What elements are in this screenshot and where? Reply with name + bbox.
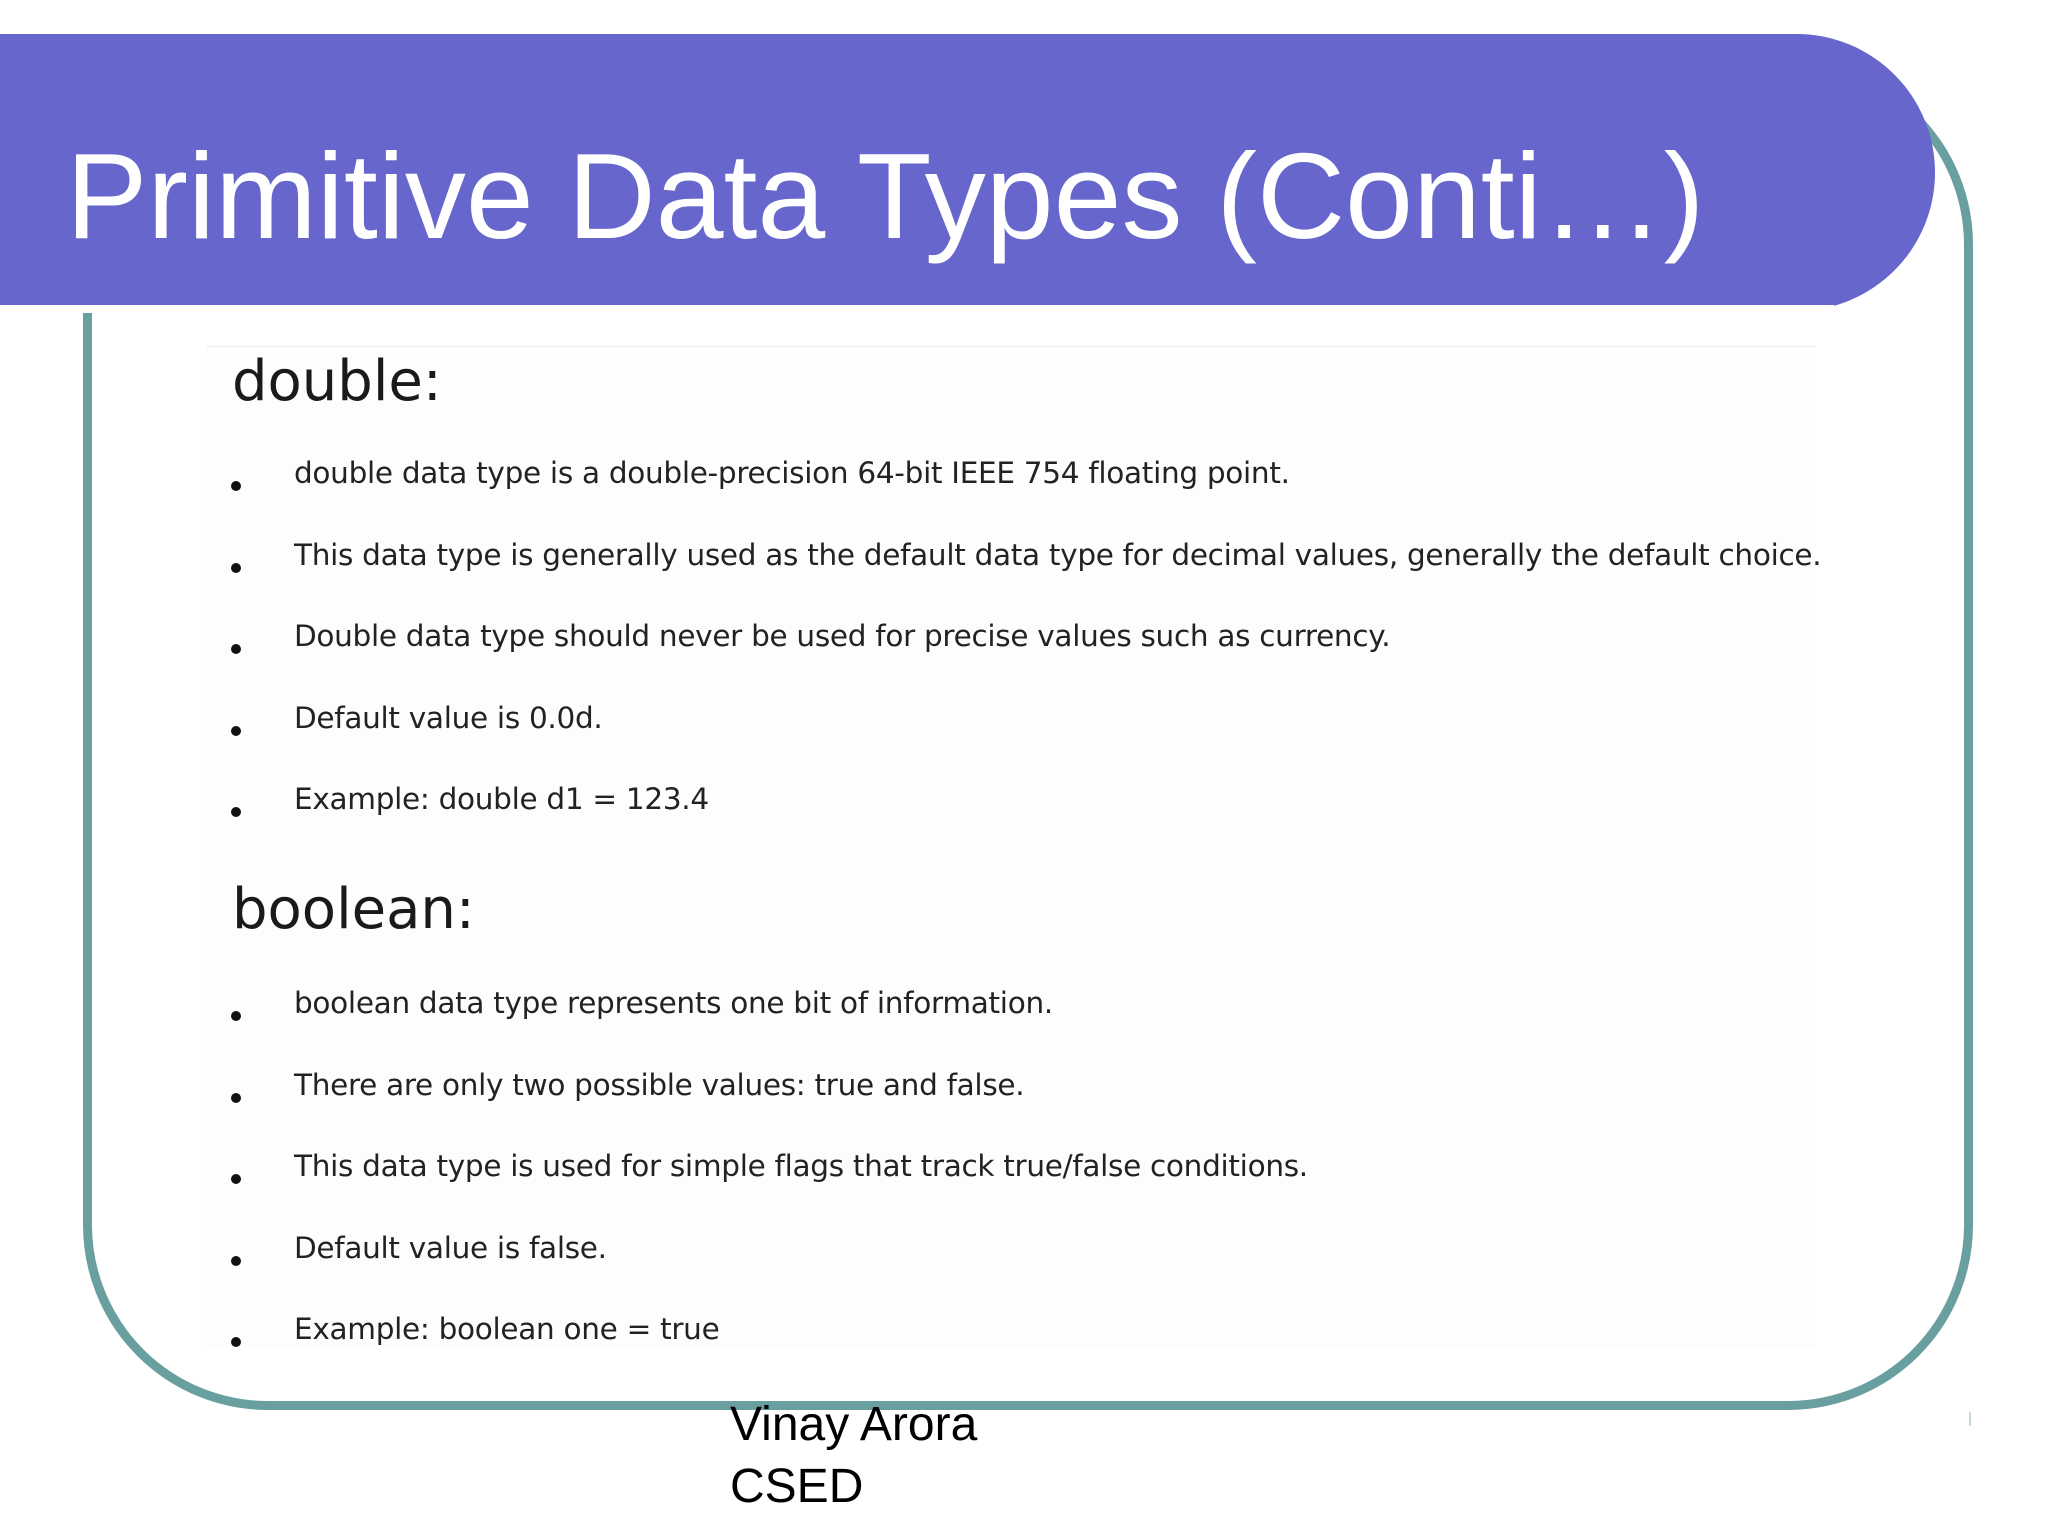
bullet-text: boolean data type represents one bit of information.	[294, 986, 1053, 1020]
title-underline	[0, 305, 1834, 313]
footer-department: CSED	[730, 1460, 864, 1513]
frame-edge-mark	[1969, 1412, 1971, 1426]
bullet-icon	[231, 1174, 241, 1184]
title-bar	[0, 34, 1935, 311]
bullet-text: double data type is a double-precision 64-bit IEEE 754 floating point.	[294, 456, 1290, 490]
bullet-text: Example: double d1 = 123.4	[294, 782, 709, 816]
bullet-icon	[231, 1011, 241, 1021]
slide-footer	[730, 1394, 977, 1518]
section-heading-boolean: boolean:	[232, 877, 475, 942]
bullet-icon	[231, 1093, 241, 1103]
bullet-text: There are only two possible values: true and false.	[294, 1067, 1025, 1102]
bullet-icon	[231, 481, 241, 491]
bullet-text: Double data type should never be used for precise values such as currency.	[294, 619, 1391, 653]
bullet-icon	[231, 1256, 241, 1266]
content-panel	[206, 346, 1822, 1347]
bullet-text: Example: boolean one = true	[294, 1312, 720, 1346]
bullet-icon	[231, 644, 241, 654]
footer-author: Vinay Arora	[730, 1398, 978, 1451]
bullet-text: This data type is used for simple flags that track true/false conditions.	[294, 1149, 1308, 1183]
bullet-icon	[231, 726, 241, 736]
slide-title: Primitive Data Types (Conti…)	[66, 128, 1705, 264]
bullet-text: This data type is generally used as the default data type for decimal values, generally the default choice.	[294, 537, 1822, 572]
bullet-icon	[231, 563, 241, 573]
bullet-text: Default value is 0.0d.	[294, 700, 603, 735]
bullet-icon	[231, 1337, 241, 1347]
bullet-text: Default value is false.	[294, 1230, 607, 1265]
bullet-icon	[231, 807, 241, 817]
section-heading-double: double:	[232, 349, 442, 414]
